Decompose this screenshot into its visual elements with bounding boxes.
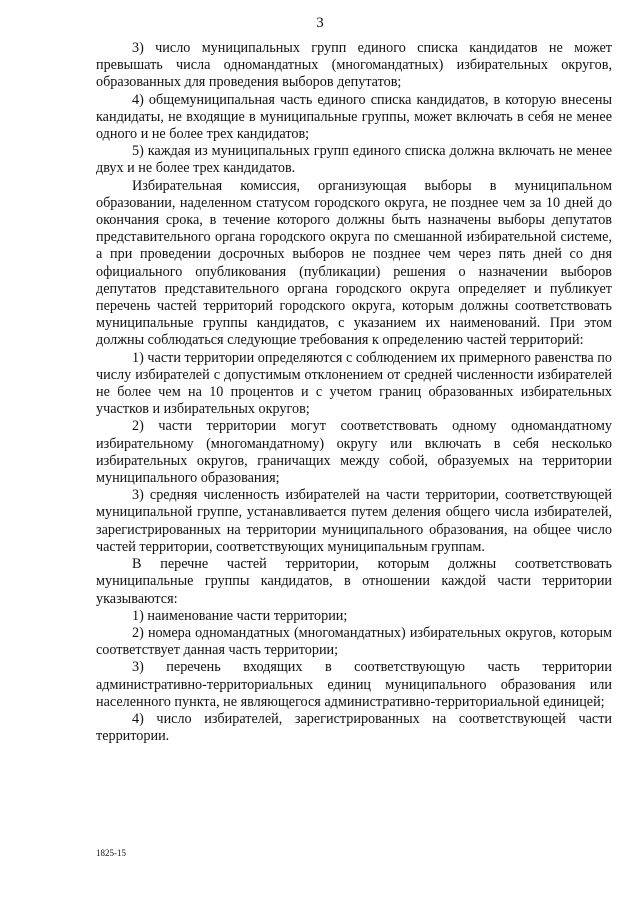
page-number: 3	[316, 15, 324, 31]
requirement-item-3: 3) средняя численность избирателей на части территории, соответствующей муниципальной группе, устанавливается путем деления общего числа избирателей, зарегистрированных на территории муниципального образования, на общее число частей территории, соответствующих муниципальным группам.	[96, 487, 612, 555]
paragraph-item-5: 5) каждая из муниципальных групп единого списка должна включать не менее двух и не более трех кандидатов.	[96, 143, 612, 177]
paragraph-commission: Избирательная комиссия, организующая выборы в муниципальном образовании, наделенном статусом городского округа, не позднее чем за 10 дней до окончания срока, в течение которого должны быть назначены выборы депутатов представительного органа городского округа по смешанной избирательной системе, а при проведении досрочных выборов не позднее чем через пять дней со дня официального опубликования (публикации) решения о назначении выборов депутатов представительного органа городского округа определяет и публикует перечень частей территорий городского округа, которым должны соответствовать муниципальные группы кандидатов, с указанием их наименований. При этом должны соблюдаться следующие требования к определению частей территорий:	[96, 177, 612, 349]
list-item-4: 4) число избирателей, зарегистрированных на соответствующей части территории.	[96, 710, 612, 745]
paragraph-list-intro: В перечне частей территории, которым должны соответствовать муниципальные группы кандидатов, в отношении каждой части территории указываются:	[96, 556, 612, 607]
requirement-item-2: 2) части территории могут соответствовать одному одномандатному избирательному (многомандатному) округу или включать в себя несколько избирательных округов, граничащих между собой, образуемых на территории муниципального образования;	[96, 418, 612, 487]
requirement-item-1: 1) части территории определяются с соблюдением их примерного равенства по числу избирателей с допустимым отклонением от средней численности избирателей не более чем на 10 процентов и с учетом границ образованных избирательных участков и избирательных округов;	[96, 349, 612, 418]
paragraph-item-4: 4) общемуниципальная часть единого списка кандидатов, в которую внесены кандидаты, не входящие в муниципальные группы, может включать в себя не менее одного и не более трех кандидатов;	[96, 91, 612, 143]
list-item-2: 2) номера одномандатных (многомандатных) избирательных округов, которым соответствует данная часть территории;	[96, 624, 612, 659]
list-item-1: 1) наименование части территории;	[132, 607, 348, 624]
document-body	[96, 40, 612, 745]
list-item-3: 3) перечень входящих в соответствующую часть территории административно-территориальных единиц муниципального образования или населенного пункта, не являющегося административно-территориальной единицей;	[96, 659, 612, 710]
document-code: 1825-15	[96, 848, 126, 858]
paragraph-item-3: 3) число муниципальных групп единого списка кандидатов не может превышать числа одномандатных (многомандатных) избирательных округов, образованных для проведения выборов депутатов;	[96, 40, 612, 91]
